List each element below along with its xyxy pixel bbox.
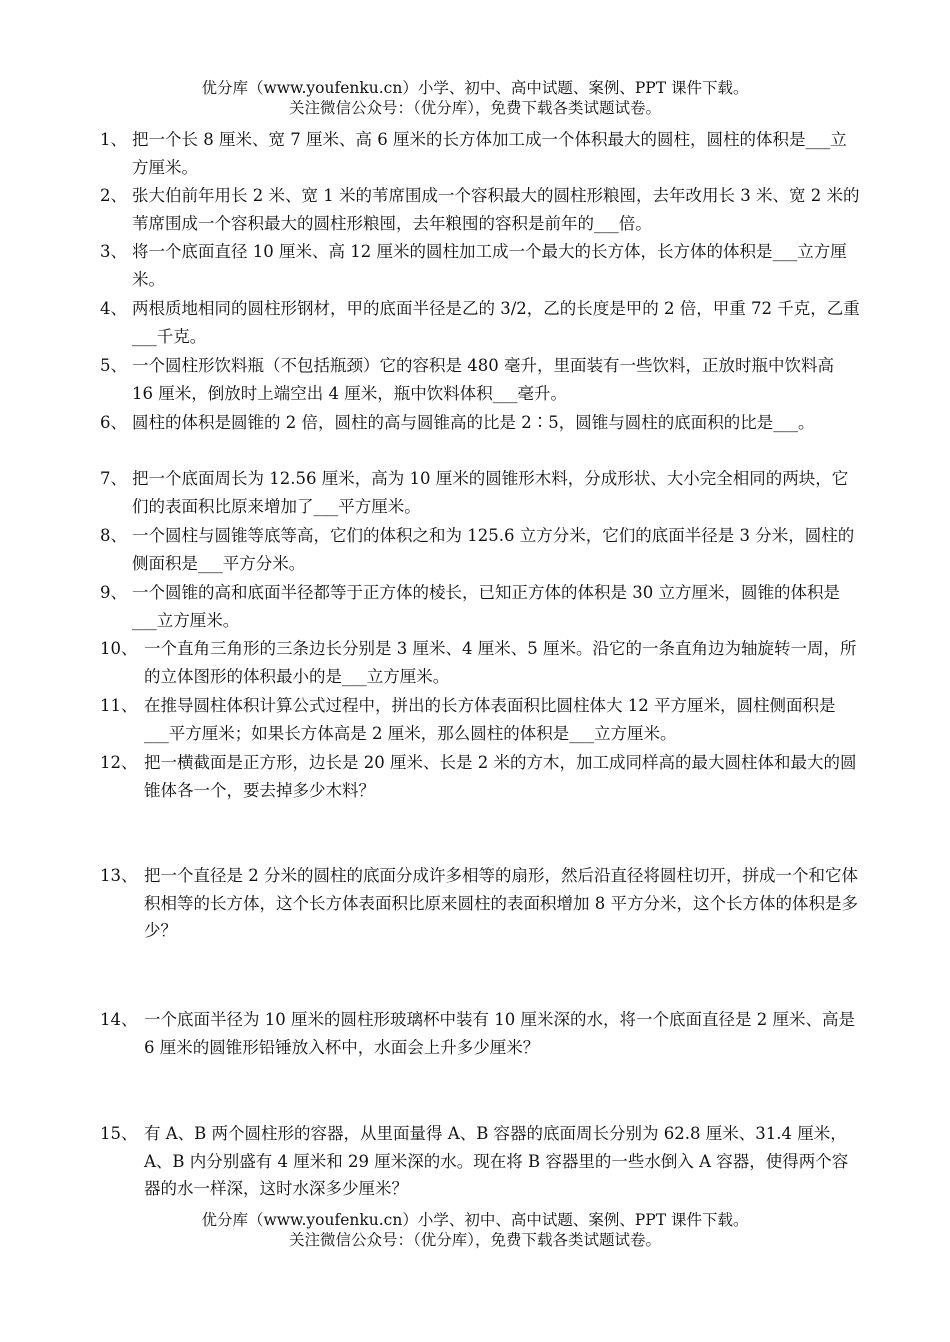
page-header [0, 78, 950, 118]
question-number: 1、 [100, 130, 127, 149]
question-5 [100, 352, 860, 407]
question-text: 在推导圆柱体积计算公式过程中，拼出的长方体表面积比圆柱体大 12 平方厘米，圆柱侧面积是___平方厘米；如果长方体高是 2 厘米，那么圆柱的体积是___立方厘米。 [144, 696, 836, 743]
question-7 [100, 465, 860, 520]
page-footer [0, 1210, 950, 1250]
footer-line-1: 优分库（www.youfenku.cn）小学、初中、高中试题、案例、PPT 课件下载。 [201, 1211, 749, 1229]
question-number: 4、 [100, 299, 127, 318]
question-1 [100, 126, 860, 181]
question-10 [100, 635, 860, 690]
question-text: 有 A、B 两个圆柱形的容器，从里面量得 A、B 容器的底面周长分别为 62.8 厘米、31.4 厘米，A、B 内分别盛有 4 厘米和 29 厘米深的水。现在将 B 容器里的一些水倒入 A 容器，使得两个容器的水一样深，这时水深多少厘米？ [144, 1124, 849, 1198]
question-15 [100, 1120, 860, 1203]
question-number: 8、 [100, 526, 127, 545]
question-text: 把一横截面是正方形，边长是 20 厘米、长是 2 米的方木，加工成同样高的最大圆柱体和最大的圆锥体各一个，要去掉多少木料？ [144, 753, 857, 800]
question-11 [100, 692, 860, 747]
question-14 [100, 1006, 860, 1061]
question-6 [100, 409, 860, 437]
question-number: 9、 [100, 583, 127, 602]
question-number: 12、 [100, 753, 138, 772]
question-number: 13、 [100, 866, 138, 885]
question-13 [100, 862, 860, 945]
header-line-1: 优分库（www.youfenku.cn）小学、初中、高中试题、案例、PPT 课件下载。 [201, 79, 749, 97]
question-9 [100, 579, 860, 634]
question-text: 两根质地相同的圆柱形钢材，甲的底面半径是乙的 3/2，乙的长度是甲的 2 倍，甲重 72 千克，乙重___千克。 [132, 299, 860, 346]
question-text: 一个底面半径为 10 厘米的圆柱形玻璃杯中装有 10 厘米深的水，将一个底面直径是 2 厘米、高是 6 厘米的圆锥形铅锤放入杯中，水面会上升多少厘米？ [144, 1010, 855, 1057]
header-line-2: 关注微信公众号：（优分库），免费下载各类试题试卷。 [288, 99, 661, 117]
question-text: 张大伯前年用长 2 米、宽 1 米的苇席围成一个容积最大的圆柱形粮囤，去年改用长 3 米、宽 2 米的苇席围成一个容积最大的圆柱形粮囤，去年粮囤的容积是前年的___倍。 [132, 186, 860, 233]
question-text: 圆柱的体积是圆锥的 2 倍，圆柱的高与圆锥高的比是 2∶5，圆锥与圆柱的底面积的比是___。 [132, 413, 815, 432]
question-text: 一个直角三角形的三条边长分别是 3 厘米、4 厘米、5 厘米。沿它的一条直角边为轴旋转一周，所的立体图形的体积最小的是___立方厘米。 [144, 639, 857, 686]
question-number: 14、 [100, 1010, 138, 1029]
question-4 [100, 295, 860, 350]
question-12 [100, 749, 860, 804]
question-number: 5、 [100, 356, 127, 375]
question-text: 把一个底面周长为 12.56 厘米，高为 10 厘米的圆锥形木料，分成形状、大小完全相同的两块，它们的表面积比原来增加了___平方厘米。 [132, 469, 849, 516]
question-text: 把一个直径是 2 分米的圆柱的底面分成许多相等的扇形，然后沿直径将圆柱切开，拼成一个和它体积相等的长方体，这个长方体表面积比原来圆柱的表面积增加 8 平方分米，这个长方体的体积是多少？ [144, 866, 858, 940]
question-text: 将一个底面直径 10 厘米、高 12 厘米的圆柱加工成一个最大的长方体，长方体的体积是___立方厘米。 [132, 242, 847, 289]
footer-line-2: 关注微信公众号：（优分库），免费下载各类试题试卷。 [288, 1231, 661, 1249]
question-text: 一个圆柱形饮料瓶（不包括瓶颈）它的容积是 480 毫升，里面装有一些饮料，正放时瓶中饮料高 16 厘米，倒放时上端空出 4 厘米，瓶中饮料体积___毫升。 [132, 356, 834, 403]
question-number: 6、 [100, 413, 127, 432]
question-3 [100, 238, 860, 293]
question-number: 10、 [100, 639, 138, 658]
question-text: 一个圆锥的高和底面半径都等于正方体的棱长，已知正方体的体积是 30 立方厘米，圆锥的体积是___立方厘米。 [132, 583, 840, 630]
question-number: 7、 [100, 469, 127, 488]
question-text: 把一个长 8 厘米、宽 7 厘米、高 6 厘米的长方体加工成一个体积最大的圆柱，圆柱的体积是___立方厘米。 [132, 130, 847, 177]
question-text: 一个圆柱与圆锥等底等高，它们的体积之和为 125.6 立方分米，它们的底面半径是 3 分米，圆柱的侧面积是___平方分米。 [132, 526, 855, 573]
question-number: 2、 [100, 186, 127, 205]
question-2 [100, 182, 860, 237]
question-number: 3、 [100, 242, 127, 261]
question-number: 15、 [100, 1124, 138, 1143]
question-number: 11、 [100, 696, 138, 715]
question-8 [100, 522, 860, 577]
